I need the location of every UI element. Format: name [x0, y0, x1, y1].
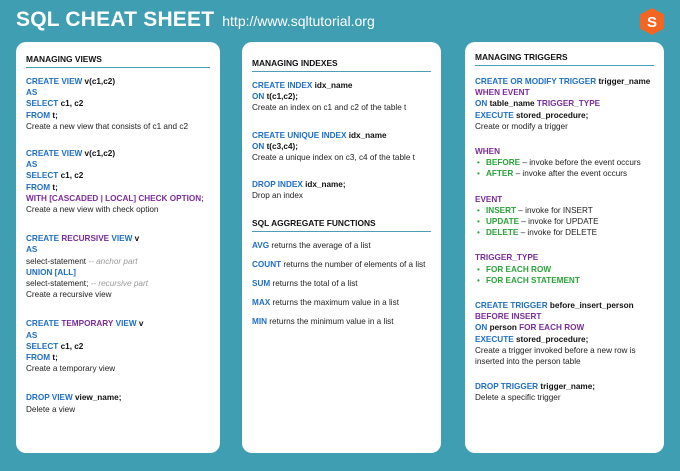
keyword: WITH [CASCADED | LOCAL] CHECK OPTION;: [26, 193, 204, 203]
when-block: [475, 146, 654, 180]
keyword: FOR EACH ROW: [519, 323, 585, 333]
bullet-icon: •: [477, 264, 480, 274]
comment: -- recursive part: [90, 279, 148, 289]
bullet-icon: •: [477, 217, 480, 227]
list-item: [252, 259, 431, 270]
keyword: AFTER: [486, 169, 514, 179]
keyword: DROP INDEX: [252, 180, 303, 190]
description: – invoke before the event occurs: [520, 158, 641, 168]
header: [16, 8, 375, 38]
keyword: MIN: [252, 316, 268, 326]
bullet-icon: •: [477, 169, 480, 179]
keyword: AVG: [252, 240, 270, 250]
check-view-block: [26, 148, 210, 215]
identifier: c1, c2: [60, 171, 84, 181]
list-item: [475, 227, 654, 238]
description: Create a new view with check option: [26, 205, 159, 215]
identifier: idx_name: [314, 81, 353, 90]
drop-index-block: [252, 179, 431, 201]
keyword: UNION [ALL]: [26, 267, 77, 277]
keyword: FOR EACH ROW: [486, 264, 552, 274]
comment: -- anchor part: [88, 256, 138, 266]
description: returns the total of a list: [272, 278, 358, 288]
bullet-icon: •: [477, 228, 480, 238]
bullet-icon: •: [477, 158, 480, 168]
create-trigger-block: [475, 76, 654, 132]
page-title: SQL CHEAT SHEET: [16, 8, 215, 31]
description: – invoke for UPDATE: [519, 217, 599, 227]
create-view-block: [26, 76, 210, 132]
identifier: idx_name;: [305, 180, 346, 190]
identifier: v(c1,c2): [84, 149, 116, 159]
event-block: [475, 194, 654, 239]
bullet-icon: •: [477, 205, 480, 215]
description: Create a new view that consists of c1 and c2: [26, 121, 189, 131]
keyword: UPDATE: [486, 217, 520, 227]
keyword: TRIGGER_TYPE: [475, 253, 539, 263]
keyword: ON: [252, 92, 265, 102]
keyword: SELECT: [26, 341, 59, 351]
managing-indexes-card: [242, 42, 441, 453]
description: Create a trigger invoked before a new row is: [475, 345, 636, 355]
description: returns the average of a list: [271, 240, 371, 250]
keyword: COUNT: [252, 259, 282, 269]
drop-view-block: [26, 392, 210, 414]
list-item: [475, 264, 654, 275]
keyword: CREATE VIEW: [26, 77, 83, 86]
keyword: CREATE VIEW: [26, 149, 83, 159]
description: Create a unique index on c3, c4 of the table t: [252, 153, 415, 163]
keyword: CREATE: [26, 319, 60, 329]
recursive-view-block: [26, 233, 210, 300]
bullet-icon: •: [477, 275, 480, 285]
identifier: c1, c2: [60, 341, 84, 351]
managing-triggers-card: [465, 42, 664, 453]
keyword: AS: [26, 88, 38, 98]
description: Create an index on c1 and c2 of the table t: [252, 103, 407, 113]
section-title-triggers: MANAGING TRIGGERS: [475, 52, 654, 66]
keyword: MAX: [252, 297, 271, 307]
trigger-type-block: [475, 252, 654, 286]
description: – invoke after the event occurs: [513, 169, 628, 179]
keyword: DROP VIEW: [26, 393, 73, 403]
list-item: [475, 157, 654, 168]
keyword: DROP TRIGGER: [475, 382, 539, 392]
list-item: [252, 316, 431, 327]
identifier: idx_name: [348, 130, 387, 140]
sqltutorial-logo-icon: [640, 8, 664, 35]
identifier: t(c1,c2);: [266, 92, 298, 102]
keyword: AS: [26, 160, 38, 170]
description: Create a recursive view: [26, 290, 112, 300]
site-url[interactable]: http://www.sqltutorial.org: [222, 13, 375, 29]
keyword: TRIGGER_TYPE: [536, 99, 601, 109]
description: returns the minimum value in a list: [269, 316, 394, 326]
description: Delete a specific trigger: [475, 393, 561, 403]
keyword: FROM: [26, 353, 51, 363]
keyword: FOR EACH STATEMENT: [486, 275, 580, 285]
keyword: AS: [26, 330, 38, 340]
description: Create a temporary view: [26, 364, 116, 374]
keyword: ON: [475, 99, 488, 109]
identifier: v: [138, 319, 144, 329]
keyword: ON: [252, 141, 265, 151]
identifier: trigger_name: [598, 77, 651, 86]
list-item: [475, 216, 654, 227]
description: Delete a view: [26, 404, 76, 414]
identifier: t;: [52, 353, 58, 363]
keyword: VIEW: [111, 234, 133, 244]
list-item: [252, 278, 431, 289]
description: – invoke for INSERT: [516, 205, 593, 215]
description: inserted into the person table: [475, 357, 581, 367]
keyword: CREATE OR MODIFY TRIGGER: [475, 77, 597, 86]
identifier: view_name;: [75, 393, 122, 403]
aggregate-list: [252, 240, 431, 327]
list-item: [252, 240, 431, 251]
list-item: [475, 168, 654, 179]
statement: select-statement: [26, 256, 87, 266]
description: Create or modify a trigger: [475, 121, 568, 131]
identifier: t;: [52, 182, 58, 192]
keyword: WHEN EVENT: [475, 88, 530, 98]
description: – invoke for DELETE: [518, 228, 598, 238]
keyword: SELECT: [26, 99, 59, 109]
identifier: stored_procedure;: [515, 110, 589, 120]
keyword: DELETE: [486, 228, 519, 238]
keyword: BEFORE: [486, 158, 521, 168]
keyword: FROM: [26, 182, 51, 192]
list-item: [475, 275, 654, 286]
identifier: trigger_name;: [540, 382, 595, 392]
identifier: table_name: [489, 99, 535, 109]
keyword: RECURSIVE: [61, 234, 110, 244]
section-title-aggregates: SQL AGGREGATE FUNCTIONS: [252, 218, 431, 232]
statement: select-statement;: [26, 279, 89, 289]
keyword: WHEN: [475, 147, 501, 157]
keyword: TEMPORARY: [61, 319, 114, 329]
keyword: EXECUTE: [475, 110, 514, 120]
list-item: [252, 297, 431, 308]
description: returns the maximum value in a list: [272, 297, 399, 307]
keyword: CREATE TRIGGER: [475, 301, 548, 311]
unique-index-block: [252, 130, 431, 164]
section-title-indexes: MANAGING INDEXES: [252, 58, 431, 72]
keyword: ON: [475, 323, 488, 333]
list-item: [475, 205, 654, 216]
create-index-block: [252, 80, 431, 114]
keyword: CREATE INDEX: [252, 81, 313, 90]
keyword: VIEW: [115, 319, 137, 329]
identifier: person: [489, 323, 517, 333]
keyword: AS: [26, 245, 38, 255]
temporary-view-block: [26, 318, 210, 374]
keyword: INSERT: [486, 205, 517, 215]
keyword: EVENT: [475, 194, 503, 204]
keyword: FROM: [26, 110, 51, 120]
svg-text:S: S: [646, 14, 658, 31]
identifier: t(c3,c4);: [266, 141, 298, 151]
identifier: v: [134, 234, 140, 244]
identifier: t;: [52, 110, 58, 120]
trigger-example-block: [475, 300, 654, 367]
keyword: SUM: [252, 278, 271, 288]
drop-trigger-block: [475, 381, 654, 403]
keyword: BEFORE INSERT: [475, 312, 542, 322]
description: Drop an index: [252, 191, 303, 201]
keyword: CREATE UNIQUE INDEX: [252, 130, 347, 140]
description: returns the number of elements of a list: [283, 259, 426, 269]
identifier: stored_procedure;: [515, 334, 589, 344]
keyword: EXECUTE: [475, 334, 514, 344]
keyword: CREATE: [26, 234, 60, 244]
identifier: v(c1,c2): [84, 77, 116, 86]
keyword: SELECT: [26, 171, 59, 181]
managing-views-card: [16, 42, 220, 453]
section-title-views: MANAGING VIEWS: [26, 54, 210, 68]
identifier: c1, c2: [60, 99, 84, 109]
identifier: before_insert_person: [549, 301, 634, 311]
